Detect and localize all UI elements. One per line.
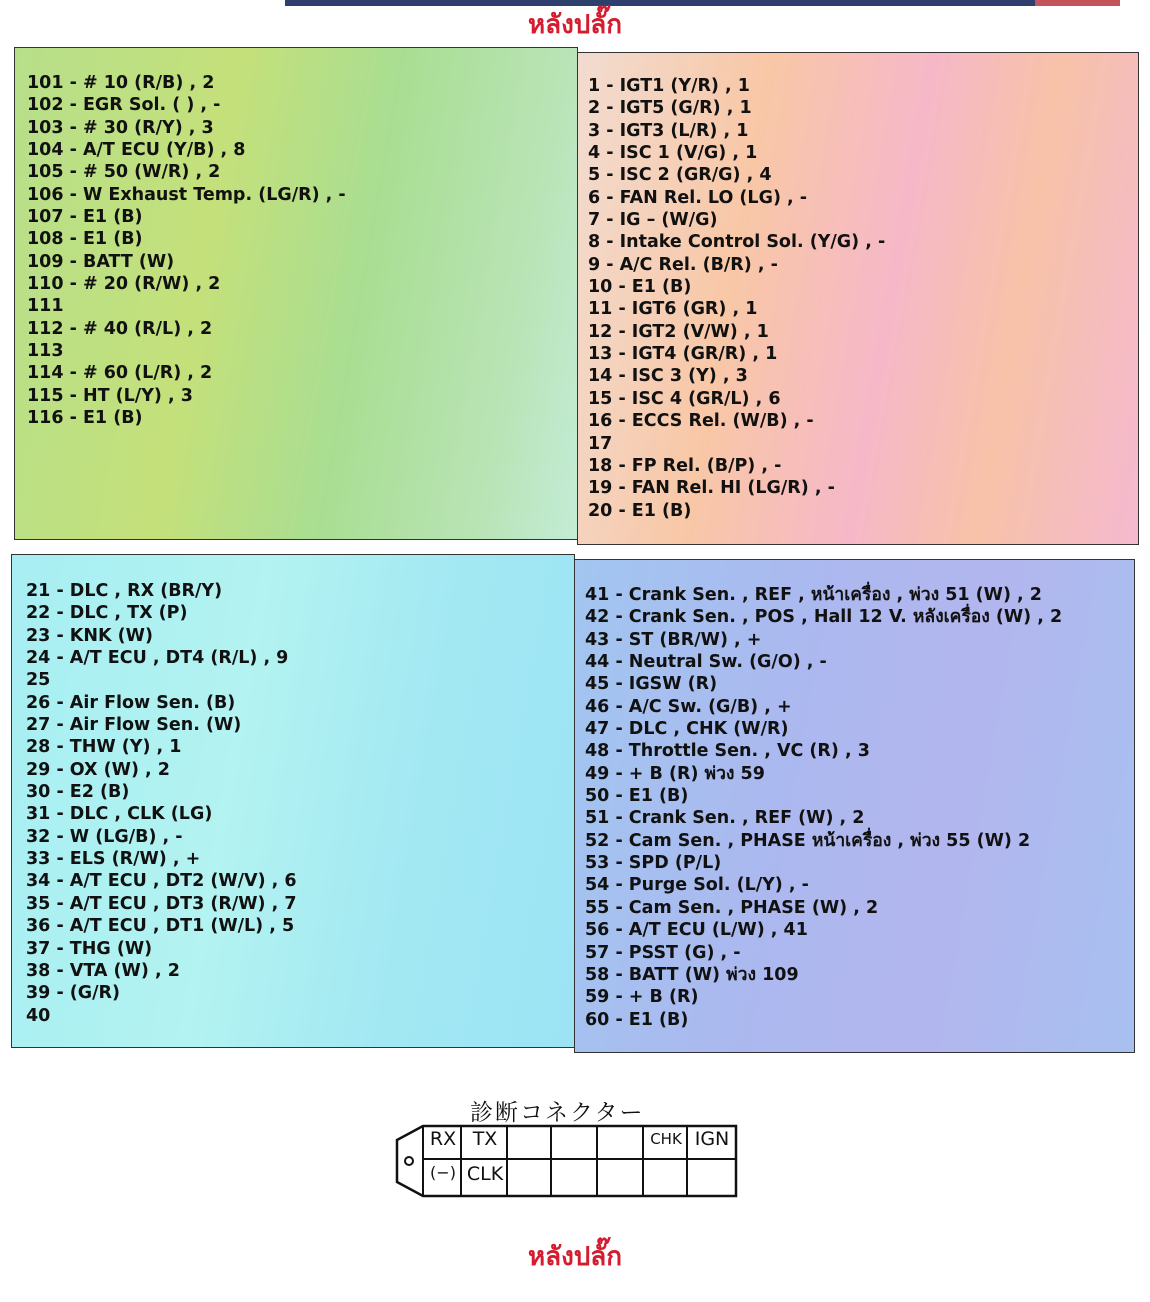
pin-entry: 106 - W Exhaust Temp. (LG/R) , -	[27, 184, 346, 205]
pin-entry: 32 - W (LG/B) , -	[26, 826, 183, 847]
pin-entry: 41 - Crank Sen. , REF , หน้าเครื่อง , พ่วง 51 (W) , 2	[585, 585, 1042, 605]
pin-panel-bottom-left	[11, 554, 575, 1048]
pin-list-bottom-right	[585, 584, 1062, 1031]
pin-entry: 24 - A/T ECU , DT4 (R/L) , 9	[26, 648, 289, 669]
pin-entry: 2 - IGT5 (G/R) , 1	[588, 98, 752, 119]
pin-entry: 105 - # 50 (W/R) , 2	[27, 162, 221, 183]
pin-entry: 23 - KNK (W)	[26, 625, 153, 646]
pin-entry: 57 - PSST (G) , -	[585, 942, 741, 963]
connector-pin-clk: CLK	[466, 1163, 504, 1185]
pin-entry: 115 - HT (L/Y) , 3	[27, 385, 193, 406]
pin-entry: 28 - THW (Y) , 1	[26, 737, 182, 758]
pin-entry: 54 - Purge Sol. (L/Y) , -	[585, 875, 809, 896]
pin-entry: 111	[27, 296, 64, 317]
pin-entry: 35 - A/T ECU , DT3 (R/W) , 7	[26, 893, 297, 914]
pin-entry: 21 - DLC , RX (BR/Y)	[26, 581, 223, 601]
pin-entry: 50 - E1 (B)	[585, 786, 689, 807]
pin-entry: 7 - IG – (W/G)	[588, 210, 718, 231]
pin-entry: 107 - E1 (B)	[27, 207, 143, 228]
pin-entry: 58 - BATT (W) พ่วง 109	[585, 964, 799, 985]
pin-entry: 14 - ISC 3 (Y) , 3	[588, 366, 748, 387]
pin-entry: 8 - Intake Control Sol. (Y/G) , -	[588, 232, 886, 253]
pin-entry: 16 - ECCS Rel. (W/B) , -	[588, 411, 814, 432]
pin-entry: 31 - DLC , CLK (LG)	[26, 804, 213, 825]
pin-entry: 102 - EGR Sol. ( ) , -	[27, 95, 221, 116]
pin-entry: 48 - Throttle Sen. , VC (R) , 3	[585, 741, 870, 762]
pin-panel-top-right	[577, 52, 1139, 545]
connector-pin-ground: (−)	[430, 1163, 456, 1182]
pin-entry: 44 - Neutral Sw. (G/O) , -	[585, 652, 827, 673]
pin-entry: 15 - ISC 4 (GR/L) , 6	[588, 388, 781, 409]
pin-entry: 109 - BATT (W)	[27, 251, 175, 272]
connector-pin-ign: IGN	[694, 1128, 730, 1150]
pin-panel-bottom-right	[574, 559, 1135, 1053]
connector-pin-chk: CHK	[650, 1130, 682, 1148]
page-footer-heading: หลังปลั๊ก	[528, 1242, 622, 1272]
pin-entry: 43 - ST (BR/W) , +	[585, 629, 762, 650]
pin-entry: 114 - # 60 (L/R) , 2	[27, 363, 213, 384]
pin-entry: 9 - A/C Rel. (B/R) , -	[588, 254, 778, 275]
pin-entry: 4 - ISC 1 (V/G) , 1	[588, 143, 758, 164]
pin-entry: 56 - A/T ECU (L/W) , 41	[585, 920, 808, 941]
top-edge-bar-accent	[1035, 0, 1120, 6]
pin-entry: 116 - E1 (B)	[27, 408, 143, 429]
pin-entry: 59 - + B (R)	[585, 987, 699, 1008]
pin-entry: 5 - ISC 2 (GR/G) , 4	[588, 165, 772, 186]
pin-entry: 113	[27, 341, 64, 362]
pin-entry: 27 - Air Flow Sen. (W)	[26, 715, 242, 736]
connector-pin-rx: RX	[429, 1128, 457, 1150]
pin-entry: 39 - (G/R)	[26, 983, 121, 1004]
pin-entry: 29 - OX (W) , 2	[26, 759, 170, 780]
pin-entry: 51 - Crank Sen. , REF (W) , 2	[585, 808, 865, 829]
pin-entry: 11 - IGT6 (GR) , 1	[588, 299, 758, 320]
pin-entry: 10 - E1 (B)	[588, 277, 692, 298]
pin-entry: 37 - THG (W)	[26, 938, 153, 959]
page-heading: หลังปลั๊ก	[528, 10, 622, 40]
pin-entry: 47 - DLC , CHK (W/R)	[585, 719, 789, 740]
pin-entry: 13 - IGT4 (GR/R) , 1	[588, 344, 778, 365]
pin-entry: 60 - E1 (B)	[585, 1009, 689, 1030]
pin-entry: 49 - + B (R) พ่วง 59	[585, 763, 765, 784]
pin-entry: 34 - A/T ECU , DT2 (W/V) , 6	[26, 871, 297, 892]
pin-entry: 6 - FAN Rel. LO (LG) , -	[588, 187, 808, 208]
pin-entry: 33 - ELS (R/W) , +	[26, 849, 201, 870]
pin-entry: 20 - E1 (B)	[588, 500, 692, 521]
pin-entry: 26 - Air Flow Sen. (B)	[26, 692, 236, 713]
pin-entry: 104 - A/T ECU (Y/B) , 8	[27, 140, 246, 161]
pin-entry: 18 - FP Rel. (B/P) , -	[588, 455, 782, 476]
pin-entry: 36 - A/T ECU , DT1 (W/L) , 5	[26, 916, 295, 937]
pin-entry: 22 - DLC , TX (P)	[26, 603, 188, 624]
pin-entry: 40	[26, 1005, 51, 1026]
pin-entry: 108 - E1 (B)	[27, 229, 143, 250]
pin-entry: 103 - # 30 (R/Y) , 3	[27, 117, 214, 138]
pin-entry: 25	[26, 670, 51, 691]
top-edge-bar	[285, 0, 1120, 6]
pin-entry: 19 - FAN Rel. HI (LG/R) , -	[588, 478, 835, 499]
pin-list-top-right	[588, 75, 885, 522]
pin-entry: 42 - Crank Sen. , POS , Hall 12 V. หลังเครื่อง (W) , 2	[585, 607, 1063, 628]
pin-entry: 38 - VTA (W) , 2	[26, 960, 180, 981]
pin-entry: 3 - IGT3 (L/R) , 1	[588, 120, 749, 141]
pin-entry: 1 - IGT1 (Y/R) , 1	[588, 76, 750, 96]
pin-entry: 53 - SPD (P/L)	[585, 853, 722, 874]
connector-pin-tx: TX	[472, 1128, 498, 1150]
pin-entry: 55 - Cam Sen. , PHASE (W) , 2	[585, 897, 879, 918]
pin-entry: 30 - E2 (B)	[26, 782, 130, 803]
pin-entry: 112 - # 40 (R/L) , 2	[27, 318, 213, 339]
pin-panel-top-left	[14, 47, 578, 540]
pin-list-bottom-left	[26, 580, 297, 1027]
pin-entry: 45 - IGSW (R)	[585, 674, 718, 695]
pin-entry: 17	[588, 433, 613, 454]
pin-list-top-left	[27, 72, 346, 430]
pin-entry: 110 - # 20 (R/W) , 2	[27, 274, 221, 295]
pin-entry: 52 - Cam Sen. , PHASE หน้าเครื่อง , พ่วง 55 (W) 2	[585, 830, 1031, 851]
pin-entry: 12 - IGT2 (V/W) , 1	[588, 321, 769, 342]
pin-entry: 101 - # 10 (R/B) , 2	[27, 73, 215, 93]
pin-entry: 46 - A/C Sw. (G/B) , +	[585, 696, 792, 717]
connector-title: 診断コネクター	[470, 1100, 645, 1126]
